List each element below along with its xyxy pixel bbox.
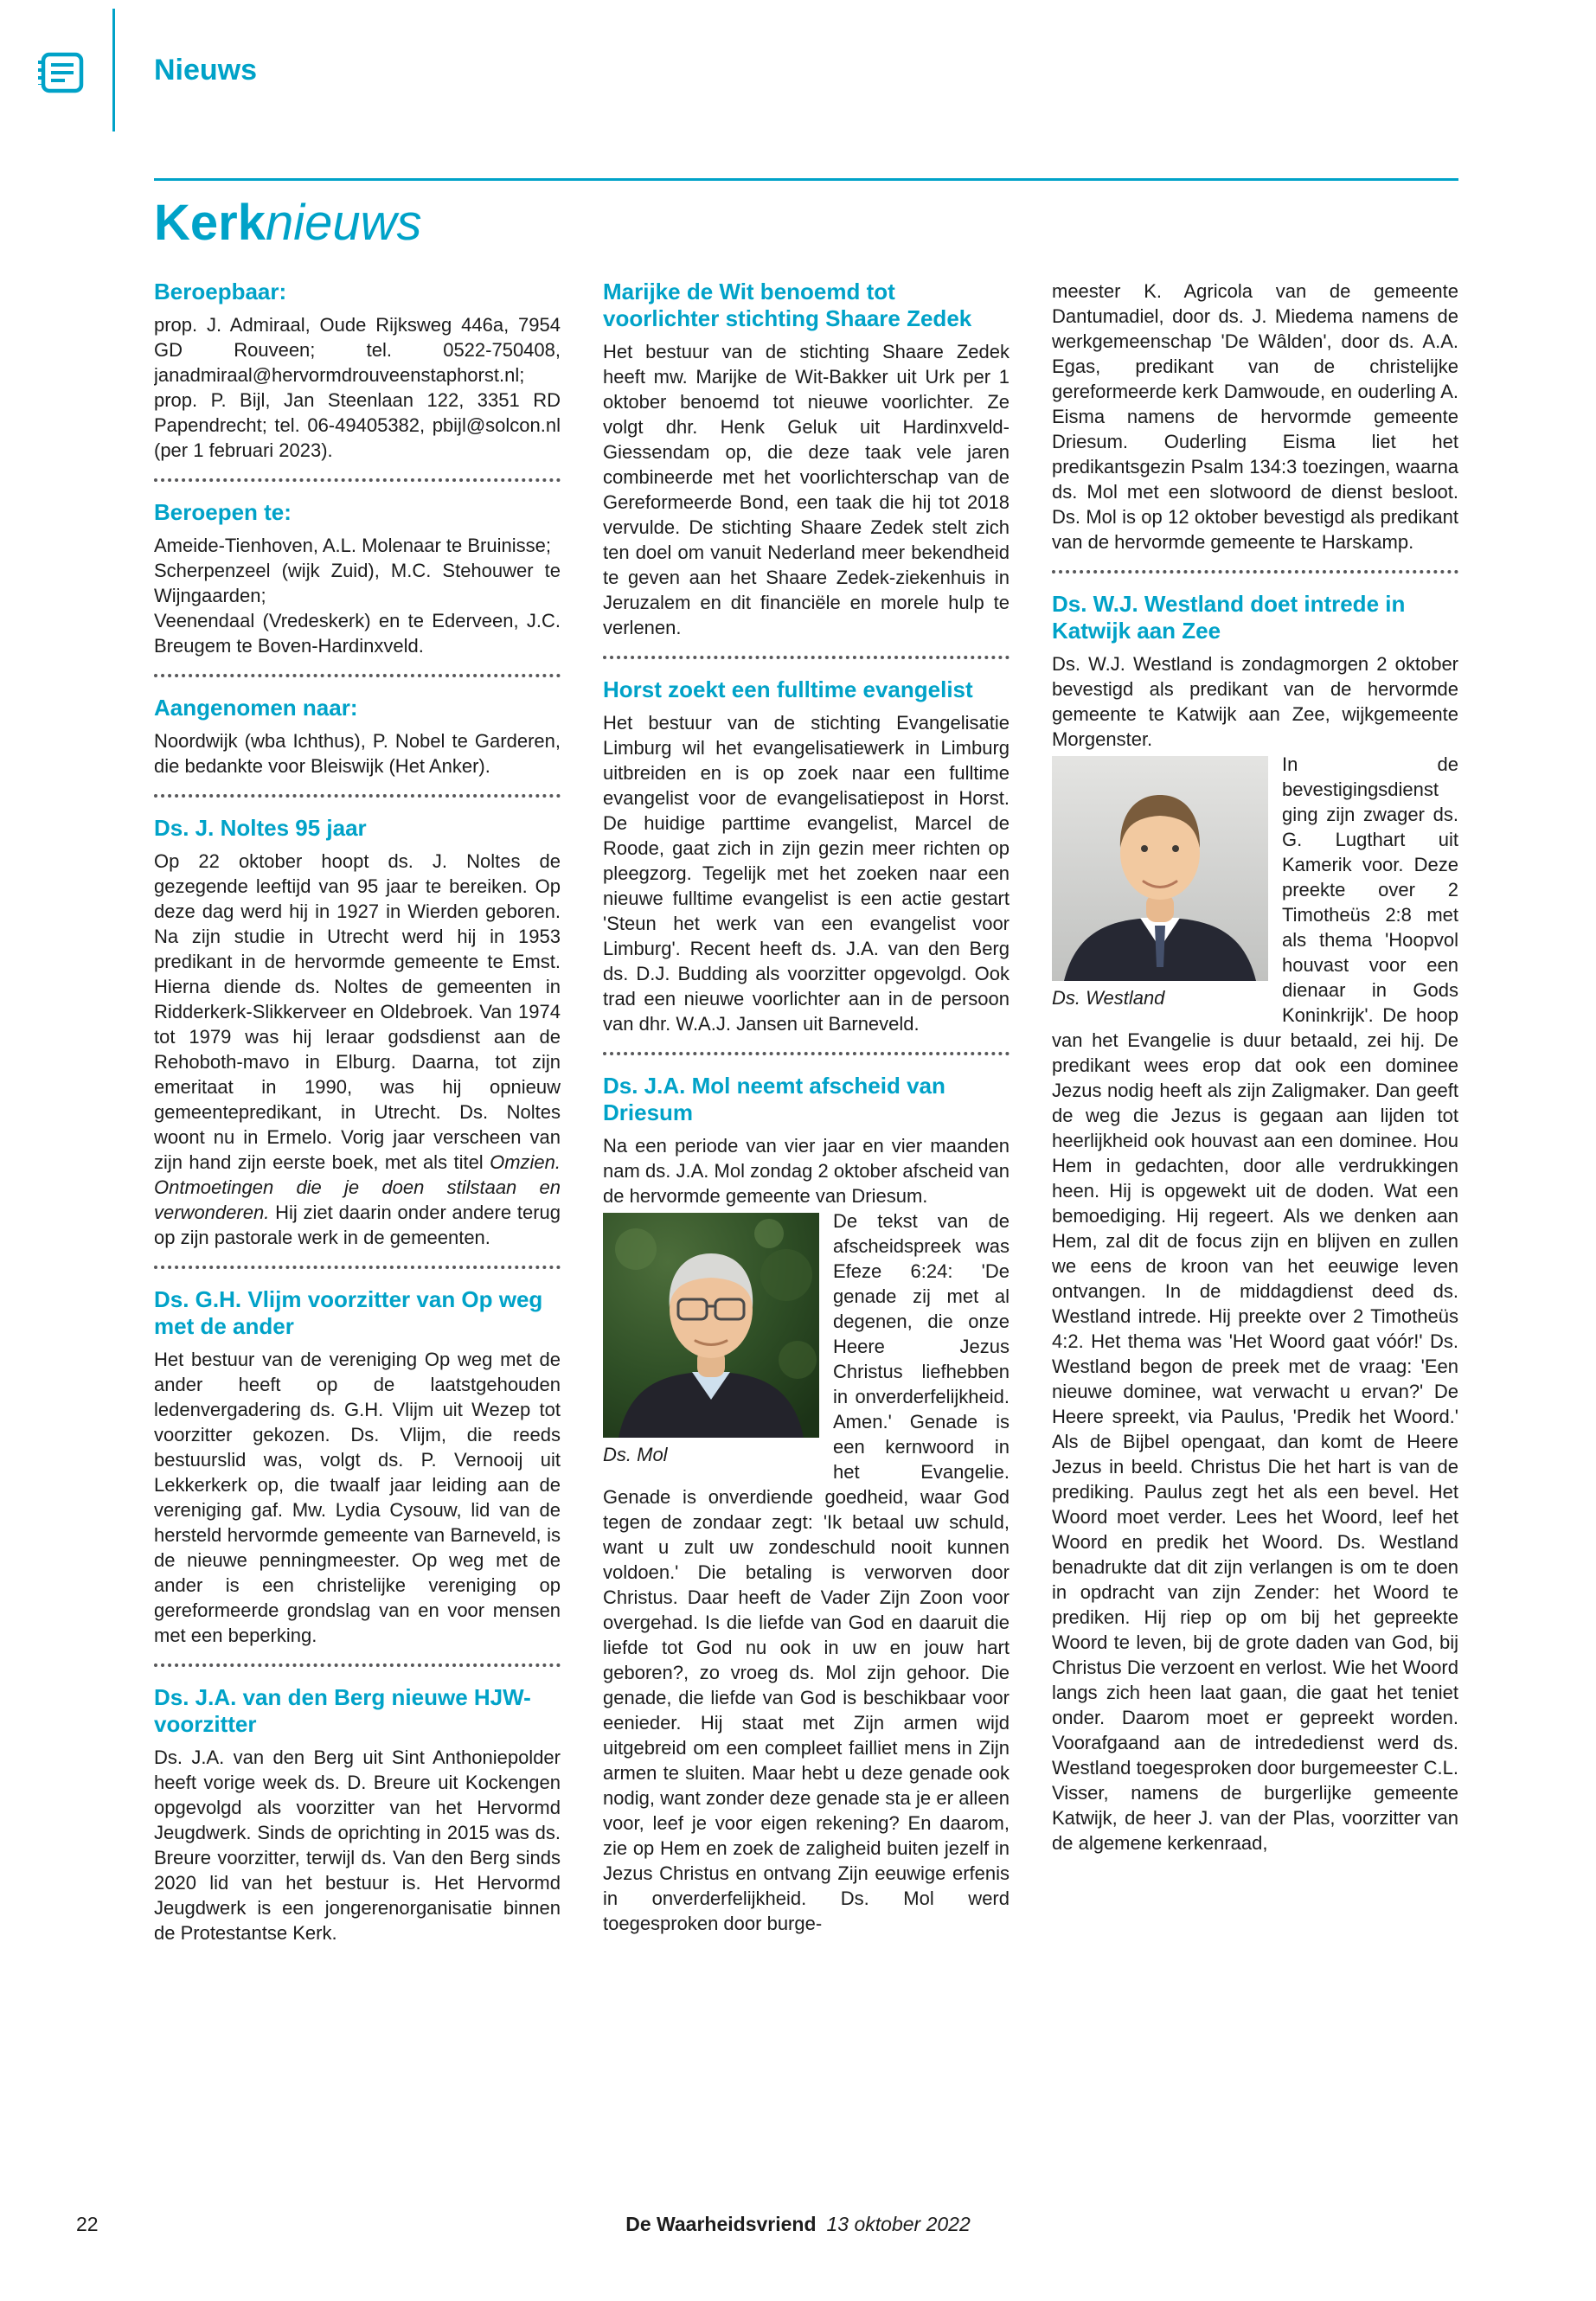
paragraph: prop. J. Admiraal, Oude Rijksweg 446a, 7954 GD Rouveen; tel. 0522-750408, janadmiraal@hervormdrouveenstaphorst.nl; prop. P. Bijl, Jan Steenlaan 122, 3351 RD Papendrecht; tel. 06-49405382, pbijl@solcon.nl (per 1 februari 2023).: [154, 314, 561, 461]
paragraph: Veenendaal (Vredeskerk) en te Ederveen, J.C. Breugem te Boven-Hardinxveld.: [154, 610, 561, 657]
paragraph: meester K. Agricola van de gemeente Dantumadiel, door ds. J. Miedema namens de werkgemeenschap 'De Wâlden', door ds. A.A. Egas, predikant van de christelijke gereformeerde kerk Damwoude, en ouderling A. Eisma namens de hervormde gemeente Driesum. Ouderling Eisma liet het predikantsgezin Psalm 134:3 toezingen, waarna ds. Mol met een slotwoord de dienst besloot. Ds. Mol is op 12 oktober bevestigd als predikant van de hervormde gemeente te Harskamp.: [1052, 280, 1458, 553]
paragraph: Na een periode van vier jaar en vier maanden nam ds. J.A. Mol zondag 2 oktober afscheid van de hervormde gemeente van Driesum.: [603, 1135, 1010, 1207]
article-section: [154, 1286, 561, 1667]
section-heading: Aangenomen naar:: [154, 695, 358, 721]
page-number: 22: [76, 2213, 99, 2235]
section-heading: Ds. G.H. Vlijm voorzitter van Op weg met de ander: [154, 1286, 543, 1339]
photo-caption: Ds. Westland: [1052, 987, 1165, 1009]
ds-mol-photo: [603, 1213, 819, 1438]
dotted-separator: [154, 794, 561, 798]
paragraph: Het bestuur van de vereniging Op weg met de ander heeft op de laatstgehouden ledenvergadering ds. G.H. Vlijm uit Wezep tot voorzitter gekozen. Ds. Vlijm, die reeds bestuurslid was, volgt ds. P. Vernooij uit Lekkerkerk op, die twaalf jaar leiding aan de vereniging gaf. Mw. Lydia Cysouw, lid van de hersteld hervormde gemeente van Barneveld, is de nieuwe penningmeester. Op weg met de ander is een christelijke vereniging op gereformeerde grondslag van en voor mensen met een beperking.: [154, 1349, 561, 1646]
article-section: [1052, 591, 1458, 1856]
section-heading: Ds. J. Noltes 95 jaar: [154, 815, 367, 841]
footer-magazine-name: De Waarheidsvriend: [625, 2213, 817, 2235]
portrait-photo-mol: [603, 1213, 819, 1467]
paragraph: Op 22 oktober hoopt ds. J. Noltes de gezegende leeftijd van 95 jaar te bereiken. Op deze dag werd hij in 1927 in Wierden geboren. Na zijn studie in Utrecht werd hij in 1953 predikant in de hervormde gemeente te Emst. Hierna diende ds. Noltes de gemeenten in Ridderkerk-Slikkerveer en Oldebroek. Van 1974 tot 1979 was hij leraar godsdienst aan de Rehoboth-mavo in Elburg. Daarna, tot zijn emeritaat in 1990, was hij opnieuw gemeentepredikant, in Utrecht. Ds. Noltes woont nu in Ermelo. Vorig jaar verscheen van zijn hand zijn eerste boek, met als titel Omzien. Ontmoetingen die je doen stilstaan en verwonderen. Hij ziet daarin onder andere terug op zijn pastorale werk in de gemeenten.: [154, 850, 561, 1248]
section-heading: Beroepbaar:: [154, 279, 287, 304]
page-title-italic: nieuws: [265, 195, 422, 251]
dotted-separator: [154, 478, 561, 482]
section-heading: Ds. J.A. Mol neemt afscheid van Driesum: [603, 1073, 945, 1125]
column-2: [603, 279, 1010, 2195]
dotted-separator: [154, 674, 561, 677]
paragraph: Ameide-Tienhoven, A.L. Molenaar te Bruinisse;: [154, 535, 551, 556]
article-columns: [154, 279, 1458, 2195]
section-heading: Ds. J.A. van den Berg nieuwe HJW-voorzitter: [154, 1684, 531, 1737]
page-title-bold: Kerk: [154, 195, 266, 251]
article-section: [603, 279, 1010, 659]
rubric-label: Nieuws: [154, 54, 258, 87]
column-3: [1052, 279, 1458, 2195]
paragraph: Scherpenzeel (wijk Zuid), M.C. Stehouwer te Wijngaarden;: [154, 560, 561, 606]
article-section: [154, 815, 561, 1269]
section-heading: Horst zoekt een fulltime evangelist: [603, 676, 973, 702]
paragraph: Het bestuur van de stichting Evangelisatie Limburg wil het evangelisatiewerk in Limburg uitbreiden en is op zoek naar een fulltime evangelist voor de evangelisatiepost in Horst. De huidige parttime evangelist, Marcel de Roode, gaat zich in zijn gezin meer richten op pleegzorg. Tegelijk met het zoeken naar een nieuwe fulltime evangelist is een actie gestart 'Steun het werk van een evangelist voor Limburg'. Recent heeft ds. J.A. van den Berg ds. D.J. Budding als voorzitter opgevolgd. Ook trad een nieuwe voorlichter aan in de persoon van dhr. W.A.J. Jansen uit Barneveld.: [603, 712, 1010, 1035]
section-heading: Marijke de Wit benoemd tot voorlichter stichting Shaare Zedek: [603, 279, 972, 331]
article-section: [154, 499, 561, 677]
news-icon: [36, 50, 85, 95]
page-title: [154, 195, 422, 251]
article-section: [1052, 279, 1458, 574]
dotted-separator: [154, 1663, 561, 1667]
article-section: [154, 279, 561, 482]
paragraph: Het bestuur van de stichting Shaare Zedek heeft mw. Marijke de Wit-Bakker uit Urk per 1 oktober benoemd tot nieuwe voorlichter. Ze volgt dhr. Henk Geluk uit Hardinxveld-Giessendam op, die deze taak vele jaren combineerde met het voorlichterschap van de Gereformeerde Bond, een taak die hij tot 2018 vervulde. De stichting Shaare Zedek stelt zich ten doel om vanuit Nederland meer bekendheid te geven aan het Shaare Zedek-ziekenhuis in Jeruzalem en dit financiële en morele hulp te verlenen.: [603, 341, 1010, 638]
section-heading: Ds. W.J. Westland doet intrede in Katwijk aan Zee: [1052, 591, 1406, 644]
paragraph: Ds. W.J. Westland is zondagmorgen 2 oktober bevestigd als predikant van de hervormde gemeente te Katwijk aan Zee, wijkgemeente Morgenster.: [1052, 653, 1458, 750]
column-1: [154, 279, 561, 2195]
article-section: [603, 1073, 1010, 1936]
header-divider: [112, 9, 115, 131]
paragraph: Noordwijk (wba Ichthus), P. Nobel te Garderen, die bedankte voor Bleiswijk (Het Anker).: [154, 730, 561, 777]
paragraph: Ds. J.A. van den Berg uit Sint Anthoniepolder heeft vorige week ds. D. Breure uit Kockengen opgevolgd als voorzitter van het Hervormd Jeugdwerk. Sinds de oprichting in 2015 was ds. Breure voorzitter, terwijl ds. Van den Berg sinds 2020 lid van het bestuur is. Het Hervormd Jeugdwerk is een jongerenorganisatie binnen de Protestantse Kerk.: [154, 1747, 561, 1944]
footer-date: 13 oktober 2022: [826, 2213, 971, 2235]
footer: [0, 2213, 1596, 2236]
section-heading: Beroepen te:: [154, 499, 292, 525]
article-section: [603, 676, 1010, 1055]
dotted-separator: [603, 1052, 1010, 1055]
photo-caption: Ds. Mol: [603, 1444, 668, 1465]
portrait-photo-westland: [1052, 756, 1268, 1010]
dotted-separator: [154, 1266, 561, 1269]
article-section: [154, 695, 561, 798]
article-section: [154, 1684, 561, 1945]
paragraph: De tekst van de afscheidspreek was Efeze 6:24: 'De genade zij met al degenen, die onze Heere Jezus Christus liefhebben in onverderfelijkheid. Amen.' Genade is een kernwoord in het Evangelie. Genade is onverdiende goedheid, waar God tegen de zondaar zegt: 'Ik betaal uw schuld, want u zult uw zondeschuld nooit kunnen voldoen.' Die betaling is verworven door Christus. Daar heeft de Vader Zijn Zoon voor overgehad. Is die liefde van God en daaruit die liefde tot God nu ook in uw en jouw hart geboren?, zo vroeg ds. Mol zijn gehoor. Die genade, die liefde van God is beschikbaar voor eenieder. Hij staat met Zijn armen wijd uitgebreid om een compleet failliet mens in Zijn armen te sluiten. Maar hebt u deze genade ook nodig, want zonder deze genade sta je er alleen voor, leef je voor eigen rekening? En daarom, zie op Hem en zoek de zaligheid buiten jezelf in Jezus Christus en ontvang Zijn eeuwige erfenis in onverderfelijkheid. Ds. Mol werd toegesproken door burge-: [603, 1210, 1010, 1934]
dotted-separator: [603, 656, 1010, 659]
dotted-separator: [1052, 570, 1458, 574]
paragraph: In de bevestigingsdienst ging zijn zwager ds. G. Lugthart uit Kamerik voor. Deze preekte over 2 Timotheüs 2:8 met als thema 'Hoopvol houvast voor een dienaar in Gods Koninkrijk'. De hoop van het Evangelie is duur betaald, zei hij. De predikant wees erop dat ook een dominee Jezus nodig heeft als zijn Zaligmaker. Dan geeft de weg die Jezus is gegaan aan lijden tot heerlijkheid ook houvast aan een dominee. Hou Hem in gedachten, door alle verdrukkingen heen. Hij is opgewekt uit de doden. Wat een bemoediging. Hij regeert. Als we denken aan Hem, zal dit de focus zijn en blijven en zullen we eens de kroon van het eeuwige leven ontvangen. In de middagdienst deed ds. Westland intrede. Hij preekte over 2 Timotheüs 4:2. Het thema was 'Het Woord gaat vóór!' Ds. Westland begon de preek met de vraag: 'Een nieuwe dominee, wat verwacht u ervan?' De Heere spreekt, via Paulus, 'Predik het Woord.' Als de Bijbel opengaat, dan komt de Heere Jezus in beeld. Christus Die het hart is van de prediking. Paulus zegt het als een bevel. Het Woord moet verder. Lees het Woord, leef het Woord en predik het Woord. Ds. Westland benadrukte dat dit zijn verlangen is om te doen in opdracht van zijn Zender: het Woord te prediken. Hij riep op om bij het gepreekte Woord te leven, bij de grote daden van God, bij Christus Die verzoent en verlost. Wie het Woord langs zich heen laat gaan, die gaat het teniet onder. Daarom moet er gepreekt worden. Voorafgaand aan de intrededienst werd ds. Westland toegesproken door burgemeester C.L. Visser, namens de burgerlijke gemeente Katwijk, de heer J. van der Plas, voorzitter van de algemene kerkenraad,: [1052, 753, 1458, 1854]
title-rule: [154, 178, 1458, 181]
ds-westland-photo: [1052, 756, 1268, 981]
